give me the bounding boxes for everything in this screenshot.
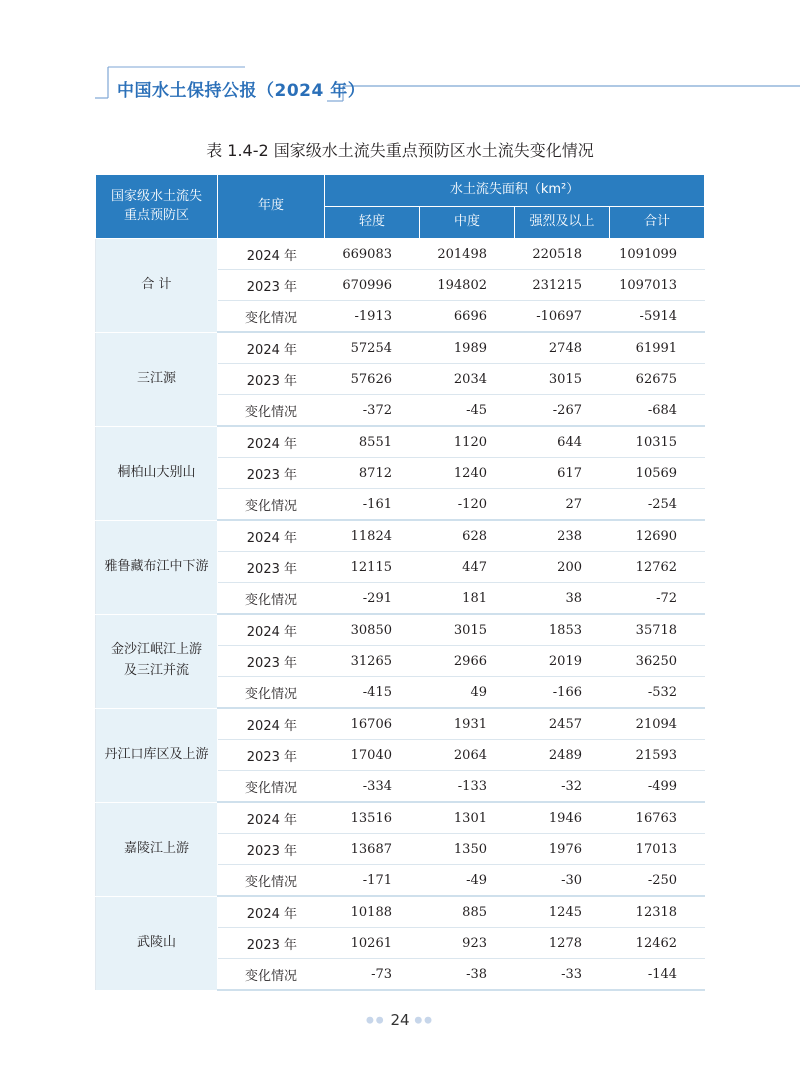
- severe-cell: 231215: [515, 270, 610, 301]
- year-cell: 2024 年: [218, 614, 325, 646]
- severe-cell: -33: [515, 959, 610, 991]
- page-footer: [0, 1011, 800, 1029]
- moderate-cell: -38: [420, 959, 515, 991]
- mild-cell: 57254: [325, 332, 420, 364]
- moderate-cell: 2064: [420, 740, 515, 771]
- footer-dots-right: ●●: [414, 1015, 435, 1026]
- total-cell: -684: [610, 395, 705, 427]
- mild-cell: 669083: [325, 239, 420, 270]
- mild-cell: -415: [325, 677, 420, 709]
- mild-cell: 57626: [325, 364, 420, 395]
- mild-cell: -291: [325, 583, 420, 615]
- moderate-cell: 201498: [420, 239, 515, 270]
- total-cell: -250: [610, 865, 705, 897]
- total-cell: -254: [610, 489, 705, 521]
- severe-cell: 238: [515, 520, 610, 552]
- moderate-cell: 885: [420, 896, 515, 928]
- total-cell: 62675: [610, 364, 705, 395]
- severe-cell: 2748: [515, 332, 610, 364]
- total-cell: 21094: [610, 708, 705, 740]
- moderate-cell: 628: [420, 520, 515, 552]
- total-cell: 17013: [610, 834, 705, 865]
- severe-cell: -32: [515, 771, 610, 803]
- year-cell: 2023 年: [218, 270, 325, 301]
- table-row: [96, 896, 705, 928]
- mild-cell: 13687: [325, 834, 420, 865]
- total-cell: -499: [610, 771, 705, 803]
- total-cell: 61991: [610, 332, 705, 364]
- moderate-cell: -133: [420, 771, 515, 803]
- severe-cell: 3015: [515, 364, 610, 395]
- mild-cell: 16706: [325, 708, 420, 740]
- moderate-cell: 1301: [420, 802, 515, 834]
- year-cell: 2024 年: [218, 426, 325, 458]
- total-cell: -72: [610, 583, 705, 615]
- year-cell: 变化情况: [218, 395, 325, 427]
- moderate-cell: -45: [420, 395, 515, 427]
- total-cell: 10569: [610, 458, 705, 489]
- severe-cell: -30: [515, 865, 610, 897]
- year-cell: 变化情况: [218, 489, 325, 521]
- year-cell: 2023 年: [218, 740, 325, 771]
- year-cell: 变化情况: [218, 583, 325, 615]
- total-cell: 16763: [610, 802, 705, 834]
- severe-cell: 1278: [515, 928, 610, 959]
- mild-cell: 30850: [325, 614, 420, 646]
- region-name: 丹江口库区及上游: [96, 708, 218, 802]
- year-cell: 2024 年: [218, 802, 325, 834]
- table-row: [96, 239, 705, 270]
- mild-cell: 670996: [325, 270, 420, 301]
- moderate-cell: 923: [420, 928, 515, 959]
- mild-cell: 17040: [325, 740, 420, 771]
- severe-cell: 617: [515, 458, 610, 489]
- severe-cell: 200: [515, 552, 610, 583]
- table-row: [96, 802, 705, 834]
- header-area-group: 水土流失面积（km²）: [325, 175, 705, 207]
- total-cell: 1091099: [610, 239, 705, 270]
- mild-cell: 10188: [325, 896, 420, 928]
- region-name: 桐柏山大别山: [96, 426, 218, 520]
- erosion-change-table: [95, 174, 705, 991]
- severe-cell: 2019: [515, 646, 610, 677]
- publication-title: 中国水土保持公报（2024 年）: [117, 81, 366, 101]
- header-year: 年度: [218, 175, 325, 239]
- moderate-cell: 49: [420, 677, 515, 709]
- year-cell: 2023 年: [218, 552, 325, 583]
- total-cell: -532: [610, 677, 705, 709]
- table-row: [96, 614, 705, 646]
- moderate-cell: 1989: [420, 332, 515, 364]
- year-cell: 变化情况: [218, 865, 325, 897]
- year-cell: 2024 年: [218, 239, 325, 270]
- region-name: 嘉陵江上游: [96, 802, 218, 896]
- moderate-cell: -120: [420, 489, 515, 521]
- mild-cell: 11824: [325, 520, 420, 552]
- year-cell: 2024 年: [218, 708, 325, 740]
- severe-cell: 1946: [515, 802, 610, 834]
- severe-cell: 2457: [515, 708, 610, 740]
- moderate-cell: 1350: [420, 834, 515, 865]
- year-cell: 变化情况: [218, 771, 325, 803]
- year-cell: 2024 年: [218, 896, 325, 928]
- table-row: [96, 708, 705, 740]
- severe-cell: 27: [515, 489, 610, 521]
- severe-cell: 220518: [515, 239, 610, 270]
- total-cell: 12690: [610, 520, 705, 552]
- moderate-cell: 1931: [420, 708, 515, 740]
- severe-cell: 644: [515, 426, 610, 458]
- region-name: 雅鲁藏布江中下游: [96, 520, 218, 614]
- total-cell: 35718: [610, 614, 705, 646]
- moderate-cell: 1120: [420, 426, 515, 458]
- severe-cell: -267: [515, 395, 610, 427]
- page-number: 24: [390, 1011, 410, 1029]
- mild-cell: 10261: [325, 928, 420, 959]
- page-header: [0, 0, 800, 110]
- mild-cell: 12115: [325, 552, 420, 583]
- severe-cell: -10697: [515, 301, 610, 333]
- year-cell: 变化情况: [218, 301, 325, 333]
- mild-cell: -334: [325, 771, 420, 803]
- moderate-cell: 194802: [420, 270, 515, 301]
- total-cell: 12318: [610, 896, 705, 928]
- year-cell: 2024 年: [218, 332, 325, 364]
- year-cell: 2023 年: [218, 364, 325, 395]
- header-total: 合计: [610, 207, 705, 239]
- mild-cell: 13516: [325, 802, 420, 834]
- header-severe: 强烈及以上: [515, 207, 610, 239]
- severe-cell: 2489: [515, 740, 610, 771]
- year-cell: 变化情况: [218, 677, 325, 709]
- year-cell: 变化情况: [218, 959, 325, 991]
- table-body: [96, 239, 705, 991]
- severe-cell: -166: [515, 677, 610, 709]
- severe-cell: 1245: [515, 896, 610, 928]
- moderate-cell: 6696: [420, 301, 515, 333]
- total-cell: 10315: [610, 426, 705, 458]
- region-name: 金沙江岷江上游 及三江并流: [96, 614, 218, 708]
- table-row: [96, 426, 705, 458]
- region-name: 武陵山: [96, 896, 218, 990]
- total-cell: 21593: [610, 740, 705, 771]
- region-name: 合 计: [96, 239, 218, 333]
- total-cell: 36250: [610, 646, 705, 677]
- moderate-cell: 181: [420, 583, 515, 615]
- moderate-cell: 447: [420, 552, 515, 583]
- total-cell: -144: [610, 959, 705, 991]
- mild-cell: -161: [325, 489, 420, 521]
- mild-cell: 31265: [325, 646, 420, 677]
- total-cell: 1097013: [610, 270, 705, 301]
- table-row: [96, 520, 705, 552]
- table-row: [96, 332, 705, 364]
- mild-cell: -73: [325, 959, 420, 991]
- severe-cell: 1976: [515, 834, 610, 865]
- year-cell: 2023 年: [218, 646, 325, 677]
- total-cell: 12762: [610, 552, 705, 583]
- year-cell: 2024 年: [218, 520, 325, 552]
- moderate-cell: 1240: [420, 458, 515, 489]
- header-mild: 轻度: [325, 207, 420, 239]
- mild-cell: -372: [325, 395, 420, 427]
- year-cell: 2023 年: [218, 458, 325, 489]
- footer-dots-left: ●●: [365, 1015, 386, 1026]
- mild-cell: -171: [325, 865, 420, 897]
- severe-cell: 1853: [515, 614, 610, 646]
- total-cell: -5914: [610, 301, 705, 333]
- moderate-cell: 2966: [420, 646, 515, 677]
- table-caption: 表 1.4-2 国家级水土流失重点预防区水土流失变化情况: [206, 141, 594, 160]
- mild-cell: 8712: [325, 458, 420, 489]
- total-cell: 12462: [610, 928, 705, 959]
- moderate-cell: 3015: [420, 614, 515, 646]
- moderate-cell: -49: [420, 865, 515, 897]
- mild-cell: -1913: [325, 301, 420, 333]
- header-region: 国家级水土流失 重点预防区: [96, 175, 218, 239]
- year-cell: 2023 年: [218, 834, 325, 865]
- moderate-cell: 2034: [420, 364, 515, 395]
- header-moderate: 中度: [420, 207, 515, 239]
- severe-cell: 38: [515, 583, 610, 615]
- mild-cell: 8551: [325, 426, 420, 458]
- region-name: 三江源: [96, 332, 218, 426]
- year-cell: 2023 年: [218, 928, 325, 959]
